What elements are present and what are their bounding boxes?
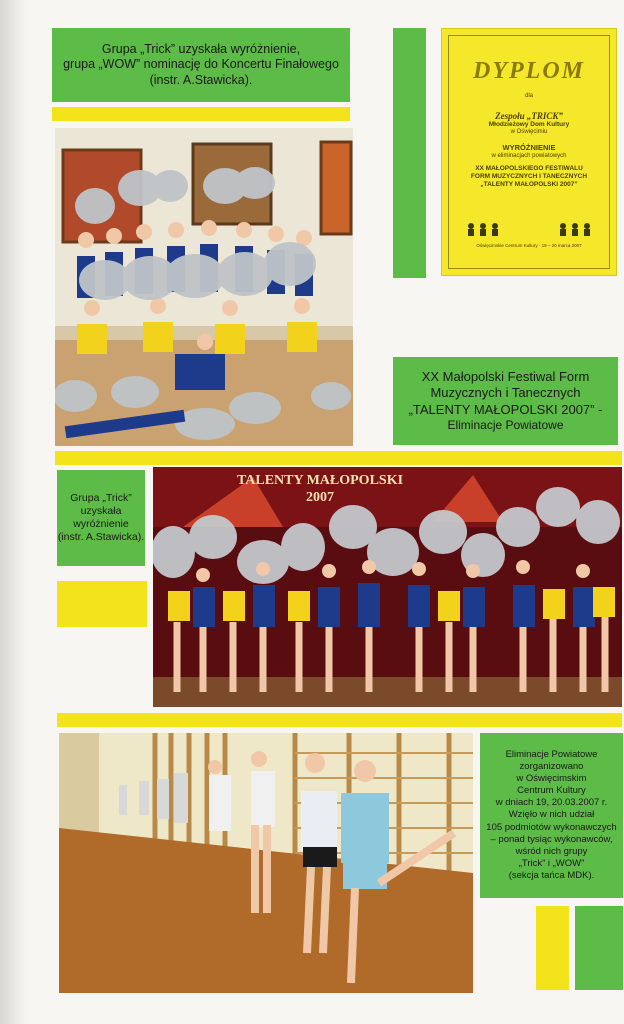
diploma-title: DYPLOM xyxy=(473,58,585,84)
festival-caption-line: Eliminacje Powiatowe xyxy=(447,417,564,432)
caption-mid-line: uzyskała xyxy=(80,504,122,517)
caption-bottom-line: (sekcja tańca MDK). xyxy=(508,869,595,881)
caption-bottom-line: Eliminacje Powiatowe xyxy=(505,749,598,761)
caption-top-box xyxy=(52,28,350,102)
caption-mid-line: wyróżnienie xyxy=(73,518,129,530)
festival-caption-box xyxy=(393,357,618,445)
stage-banner-line: TALENTY MAŁOPOLSKI xyxy=(236,473,404,488)
yellow-square-mid xyxy=(57,581,147,627)
diploma-fest: FORM MUZYCZNYCH I TANECZNYCH xyxy=(470,173,588,181)
diploma-team: Zespołu „TRICK” xyxy=(495,110,563,121)
yellow-square-bottom xyxy=(536,906,569,990)
diploma-dla: dla xyxy=(524,93,533,99)
caption-bottom-line: w Oświęcimskim xyxy=(516,773,587,785)
photo-rehearsal xyxy=(59,733,473,993)
caption-top-line: Grupa „Trick” uzyskała wyróżnienie, xyxy=(101,41,301,56)
caption-bottom-line: Wzięło w nich udział xyxy=(508,809,595,821)
caption-bottom-line: wśród nich grupy xyxy=(515,845,588,857)
diploma-figures-right-icon xyxy=(557,222,593,238)
yellow-strip-lower xyxy=(57,713,622,727)
caption-bottom-line: „Trick” i „WOW” xyxy=(518,857,585,869)
caption-mid-line: (instr. A.Stawicka). xyxy=(57,531,145,544)
green-vertical-bar xyxy=(393,28,426,278)
caption-bottom-line: – ponad tysiąc wykonawców, xyxy=(490,833,613,845)
diploma-frame xyxy=(448,35,610,269)
diploma-fest: XX MAŁOPOLSKIEGO FESTIWALU xyxy=(475,164,583,172)
caption-mid-box xyxy=(57,470,145,566)
diploma-figures-left-icon xyxy=(465,222,501,238)
diploma-org: Młodzieżowy Dom Kultury xyxy=(488,120,570,128)
yellow-strip-top xyxy=(52,107,350,121)
diploma-footer: Oświęcimskie Centrum Kultury · 19 – 20 marca 2007 xyxy=(476,243,582,248)
stage-banner xyxy=(225,473,415,507)
photo-stage-performance xyxy=(153,467,622,707)
caption-bottom-line: Centrum Kultury xyxy=(517,785,586,797)
green-square-bottom xyxy=(575,906,623,990)
stage-banner-line: 2007 xyxy=(306,489,334,505)
caption-bottom-box xyxy=(480,733,623,898)
festival-caption-line: Muzycznych i Tanecznych xyxy=(430,385,581,401)
festival-caption-line: „TALENTY MAŁOPOLSKI 2007” - xyxy=(408,401,603,417)
photo-group-pompoms xyxy=(55,128,353,446)
caption-bottom-line: zorganizowano xyxy=(519,761,584,773)
caption-top-line: grupa „WOW” nominację do Koncertu Finałowego xyxy=(63,57,339,72)
caption-mid-line: Grupa „Trick” xyxy=(70,491,132,504)
diploma-fest: „TALENTY MAŁOPOLSKI 2007” xyxy=(480,181,578,189)
diploma-org-city: w Oświęcimiu xyxy=(510,129,548,136)
caption-bottom-line: w dniach 19, 20.03.2007 r. xyxy=(495,797,608,809)
caption-top-line: (instr. A.Stawicka). xyxy=(149,72,253,87)
diploma-award: WYRÓŻNIENIE xyxy=(502,143,556,153)
diploma-stage: w eliminacjach powiatowych xyxy=(491,152,567,159)
yellow-strip-mid xyxy=(55,451,622,465)
page-binding-shadow xyxy=(0,0,28,1024)
diploma xyxy=(441,28,617,276)
caption-bottom-line: 105 podmiotów wykonawczych xyxy=(486,821,617,833)
festival-caption-line: XX Małopolski Festiwal Form xyxy=(421,369,590,385)
